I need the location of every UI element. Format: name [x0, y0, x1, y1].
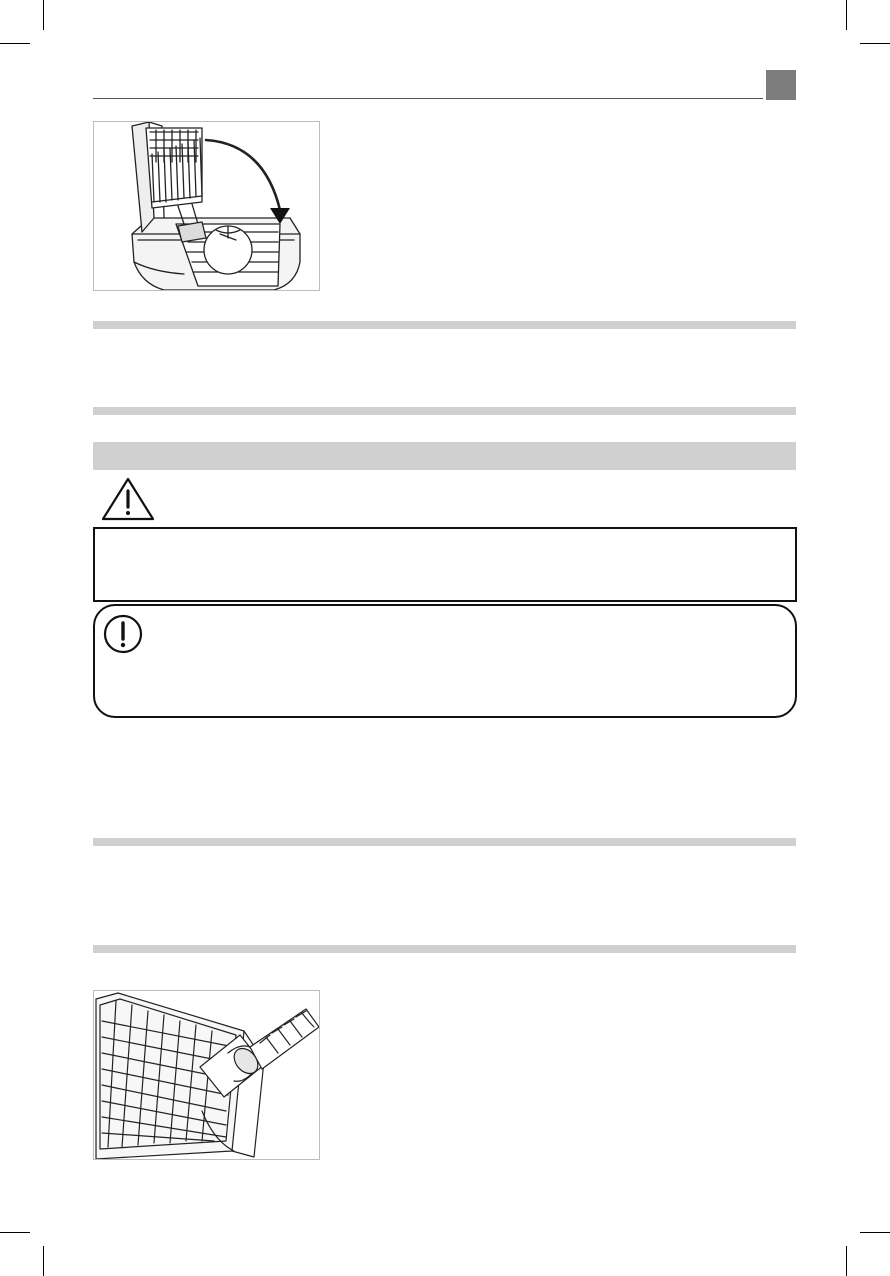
page-tab [766, 70, 796, 100]
section-bar [93, 407, 796, 415]
crop-mark [0, 43, 30, 44]
warning-triangle-icon [100, 476, 156, 522]
chopper-illustration [93, 121, 320, 291]
crop-mark [43, 1246, 44, 1276]
crop-mark [860, 43, 890, 44]
crop-mark [43, 0, 44, 30]
warning-box [93, 527, 797, 602]
section-bar [93, 321, 796, 329]
cleaning-brush-on-grid-insert [94, 991, 319, 1159]
notice-box [93, 604, 797, 718]
chopper-lid-closing-over-tomato [94, 122, 319, 290]
crop-mark [0, 1232, 30, 1233]
section-bar [93, 838, 796, 846]
cleaning-illustration [93, 990, 320, 1160]
header-rule [93, 98, 763, 99]
section-heading-bar [93, 442, 796, 470]
crop-mark [846, 1246, 847, 1276]
crop-mark [846, 0, 847, 30]
section-bar [93, 945, 796, 953]
crop-mark [860, 1232, 890, 1233]
exclamation-circle-icon [103, 614, 143, 654]
